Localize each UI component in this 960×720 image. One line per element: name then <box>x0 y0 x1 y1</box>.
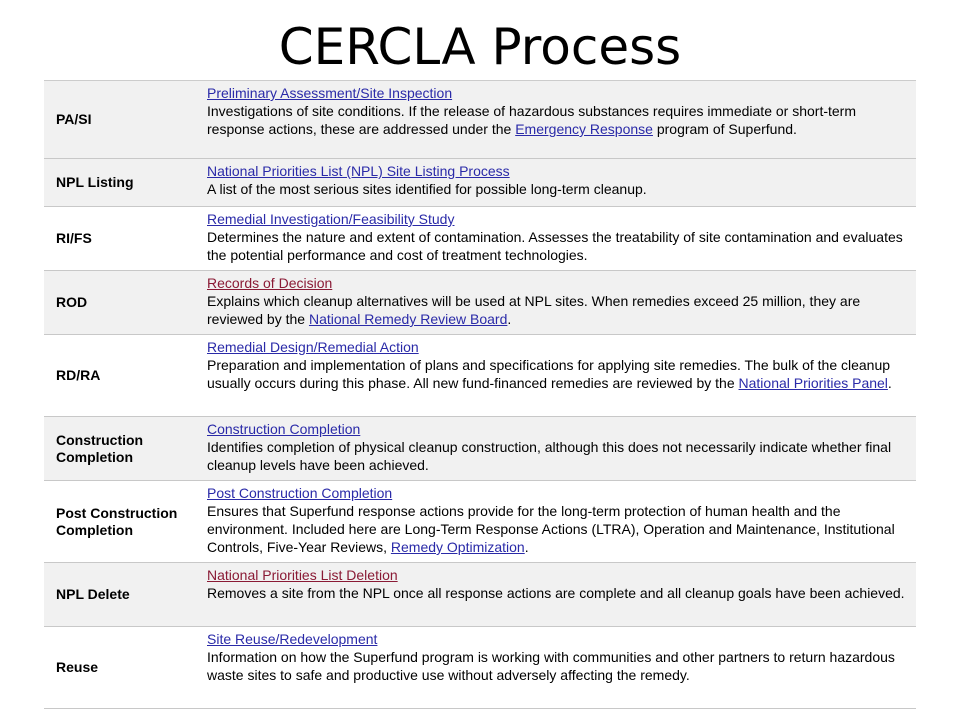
national-priorities-panel-link[interactable]: National Priorities Panel <box>738 375 888 391</box>
table-row <box>44 335 916 417</box>
stage-description: Removes a site from the NPL once all response actions are complete and all cleanup goals have been achieved. <box>207 585 905 601</box>
stage-link[interactable]: Site Reuse/Redevelopment <box>207 631 378 647</box>
stage-label: ROD <box>56 294 88 310</box>
stage-link[interactable]: National Priorities List Deletion <box>207 567 398 583</box>
table-row <box>44 159 916 207</box>
national-remedy-review-board-link[interactable]: National Remedy Review Board <box>308 311 508 327</box>
stage-link[interactable]: Remedial Design/Remedial Action <box>207 339 419 355</box>
stage-detail <box>196 627 916 708</box>
stage-label: RD/RA <box>56 367 101 383</box>
stage-link[interactable]: National Priorities List (NPL) Site Listing Process <box>207 163 510 179</box>
stage-description: Preparation and implementation of plans and specifications for applying site remedies. The bulk of the cleanup usually occurs during this phase. All new fund-financed remedies are reviewed by the National Priorities Panel. <box>207 357 892 391</box>
stage-label: NPL Listing <box>56 174 134 190</box>
stage-detail <box>196 159 916 206</box>
table-row <box>44 207 916 271</box>
stage-link[interactable]: Records of Decision <box>207 275 333 291</box>
stage-label: RI/FS <box>56 230 92 246</box>
stage-description: Determines the nature and extent of contamination. Assesses the treatability of site contamination and evaluates the potential performance and cost of treatment technologies. <box>207 229 903 263</box>
stage-link[interactable]: Post Construction Completion <box>207 485 393 501</box>
stage-label: PA/SI <box>56 111 92 127</box>
stage-detail <box>196 271 916 334</box>
stage-description: Ensures that Superfund response actions provide for the long-term protection of human health and the environment. Included here are Long-Term Response Actions (LTRA), Operation and Maintenance, Institutional Controls, Five-Year Reviews, Remedy Optimization. <box>207 503 895 555</box>
emergency-response-link[interactable]: Emergency Response <box>515 121 653 137</box>
slide-title: CERCLA Process <box>278 18 682 76</box>
table-row <box>44 417 916 481</box>
stage-description: Explains which cleanup alternatives will be used at NPL sites. When remedies exceed 25 million, they are reviewed by the National Remedy Review Board. <box>207 293 861 327</box>
process-table <box>44 80 916 709</box>
stage-link[interactable]: Remedial Investigation/Feasibility Study <box>207 211 455 227</box>
stage-label: Reuse <box>56 659 99 675</box>
stage-detail <box>196 81 916 158</box>
remedy-optimization-link[interactable]: Remedy Optimization <box>390 539 525 555</box>
table-row <box>44 627 916 709</box>
stage-label: Construction Completion <box>56 431 144 465</box>
stage-detail <box>196 335 916 416</box>
table-row <box>44 563 916 627</box>
stage-detail <box>196 207 916 270</box>
stage-link[interactable]: Preliminary Assessment/Site Inspection <box>207 85 453 101</box>
table-row <box>44 271 916 335</box>
stage-link[interactable]: Construction Completion <box>207 421 361 437</box>
stage-description: Information on how the Superfund program is working with communities and other partners to return hazardous waste sites to safe and productive use without adversely affecting the remedy. <box>207 649 895 683</box>
stage-label: NPL Delete <box>56 586 130 602</box>
stage-description: A list of the most serious sites identified for possible long-term cleanup. <box>207 181 647 197</box>
stage-detail <box>196 417 916 480</box>
stage-detail <box>196 481 916 562</box>
table-row <box>44 481 916 563</box>
stage-detail <box>196 563 916 626</box>
stage-label: Post Construction Completion <box>56 504 178 538</box>
stage-description: Investigations of site conditions. If the release of hazardous substances requires immediate or short-term response actions, these are addressed under the Emergency Response program of Superfund. <box>207 103 856 137</box>
table-row <box>44 81 916 159</box>
stage-description: Identifies completion of physical cleanup construction, although this does not necessarily indicate whether final cleanup levels have been achieved. <box>207 439 892 473</box>
